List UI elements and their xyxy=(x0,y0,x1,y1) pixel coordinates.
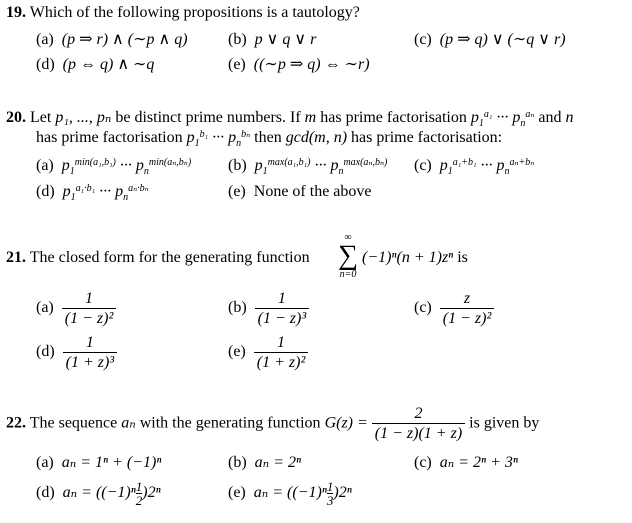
stem-text: has prime factorisation xyxy=(320,109,467,126)
summand: (−1)ⁿ(n + 1)zⁿ is xyxy=(362,249,468,266)
option-20e[interactable] xyxy=(228,183,372,201)
option-22e[interactable]: (e) aₙ = ((−1)ⁿ $\frac{1}{3}$ )2ⁿ xyxy=(228,479,352,508)
option-21a[interactable]: (a) $\frac{1}{\text{(1 − z)²}}$ xyxy=(36,289,116,328)
stem-math: gcd(m, n) xyxy=(285,129,348,146)
m-factorisation: $p_1^{a_1}$ ··· $p_n^{a_n}$ xyxy=(470,108,535,129)
question-number: 21. xyxy=(6,249,26,266)
option-label: (c) xyxy=(414,454,432,471)
option-21c[interactable]: (c) $\frac{z}{\text{(1 − z)²}}$ xyxy=(414,289,494,328)
question-19 xyxy=(6,4,360,22)
option-label: (b) xyxy=(228,157,247,174)
option-text: None of the above xyxy=(253,183,372,200)
stem-math: p₁, ..., pₙ xyxy=(55,109,112,126)
option-label: (d) xyxy=(36,343,55,361)
option-label: (c) xyxy=(414,31,432,48)
stem-text: Let xyxy=(30,109,52,126)
option-text: (p ⇒ q) ∨ (∼q ∨ r) xyxy=(439,31,566,48)
question-20 xyxy=(6,107,574,127)
option-label: (e) xyxy=(228,343,246,361)
option-19d[interactable] xyxy=(36,54,154,74)
option-text: (p ⇔ q) ∧ ∼q xyxy=(62,56,155,73)
option-text: ((∼p ⇒ q) ⇔ ∼r) xyxy=(253,56,370,73)
option-19e[interactable] xyxy=(228,54,370,74)
stem-math: aₙ xyxy=(121,414,136,432)
stem-text: The sequence xyxy=(29,414,118,432)
stem-math: m xyxy=(304,109,317,126)
option-label: (b) xyxy=(228,299,247,317)
option-19b[interactable] xyxy=(228,29,316,49)
option-label: (e) xyxy=(228,56,246,73)
stem-text: The closed form for the generating function xyxy=(29,249,310,266)
stem-math: G(z) = xyxy=(324,414,368,432)
option-22c[interactable] xyxy=(414,452,518,472)
question-number: 22. xyxy=(6,414,26,432)
option-label: (a) xyxy=(36,31,54,48)
option-label: (c) xyxy=(414,157,432,174)
option-22a[interactable] xyxy=(36,452,161,472)
stem-text: has prime factorisation xyxy=(36,129,183,146)
stem-text: is given by xyxy=(469,414,540,432)
option-22d[interactable]: (d) aₙ = ((−1)ⁿ $\frac{1}{2}$ )2ⁿ xyxy=(36,479,161,508)
option-label: (a) xyxy=(36,299,54,317)
option-20c[interactable]: (c) $p_1^{a_1+b_1}$ ··· $p_n^{a_n+b_n}$ xyxy=(414,156,535,177)
summation-symbol: ∞ ∑ n=0 xyxy=(338,232,358,280)
generating-function-fraction: $\frac{2}{(1 - z)(1 + z)}$ xyxy=(372,404,465,443)
question-number: 20. xyxy=(6,109,26,126)
stem-text: is xyxy=(457,249,468,266)
option-20d[interactable]: (d) $p_1^{a_1\cdot b_1}$ ··· $p_n^{a_n\cdot b_n}$ xyxy=(36,182,149,203)
option-text: (p ⇒ r) ∧ (∼p ∧ q) xyxy=(61,31,188,48)
option-19a[interactable] xyxy=(36,29,188,49)
option-label: (b) xyxy=(228,31,247,48)
option-label: (e) xyxy=(228,484,246,502)
question-stem: Which of the following propositions is a tautology? xyxy=(29,4,360,21)
stem-text: with the generating function xyxy=(139,414,321,432)
option-label: (e) xyxy=(228,183,246,200)
option-22b[interactable] xyxy=(228,452,301,472)
stem-text: then xyxy=(254,129,282,146)
question-22 xyxy=(6,404,539,443)
question-20-line2 xyxy=(36,129,502,147)
stem-math: n xyxy=(565,109,574,126)
option-label: (d) xyxy=(36,183,55,200)
option-21e[interactable]: (e) $\frac{1}{\text{(1 + z)²}}$ xyxy=(228,333,308,372)
option-label: (c) xyxy=(414,299,432,317)
stem-text: be distinct prime numbers. If xyxy=(115,109,301,126)
option-19c[interactable] xyxy=(414,29,566,49)
option-20b[interactable]: (b) $p_1^{max(a_1,b_1)}$ ··· $p_n^{max(a_n,b_n)}$ xyxy=(228,156,388,177)
option-label: (a) xyxy=(36,157,54,174)
option-21b[interactable]: (b) $\frac{1}{\text{(1 − z)³}}$ xyxy=(228,289,309,328)
question-number: 19. xyxy=(6,4,26,21)
stem-text: and xyxy=(538,109,562,126)
question-21 xyxy=(6,249,310,267)
option-label: (d) xyxy=(36,56,55,73)
option-text: aₙ = 2ⁿ + 3ⁿ xyxy=(439,454,518,471)
option-text: p ∨ q ∨ r xyxy=(254,31,317,48)
option-label: (b) xyxy=(228,454,247,471)
option-text: aₙ = 2ⁿ xyxy=(254,454,301,471)
n-factorisation: $p_1^{b_1}$ ··· $p_n^{b_n}$ xyxy=(186,128,251,149)
stem-text: has prime factorisation: xyxy=(351,129,503,146)
option-label: (d) xyxy=(36,484,55,502)
option-21d[interactable]: (d) $\frac{1}{\text{(1 + z)³}}$ xyxy=(36,333,117,372)
option-20a[interactable]: (a) $p_1^{min(a_1,b_1)}$ ··· $p_n^{min(a_n,b_n)}$ xyxy=(36,156,192,177)
option-text: aₙ = 1ⁿ + (−1)ⁿ xyxy=(61,454,162,471)
option-label: (a) xyxy=(36,454,54,471)
